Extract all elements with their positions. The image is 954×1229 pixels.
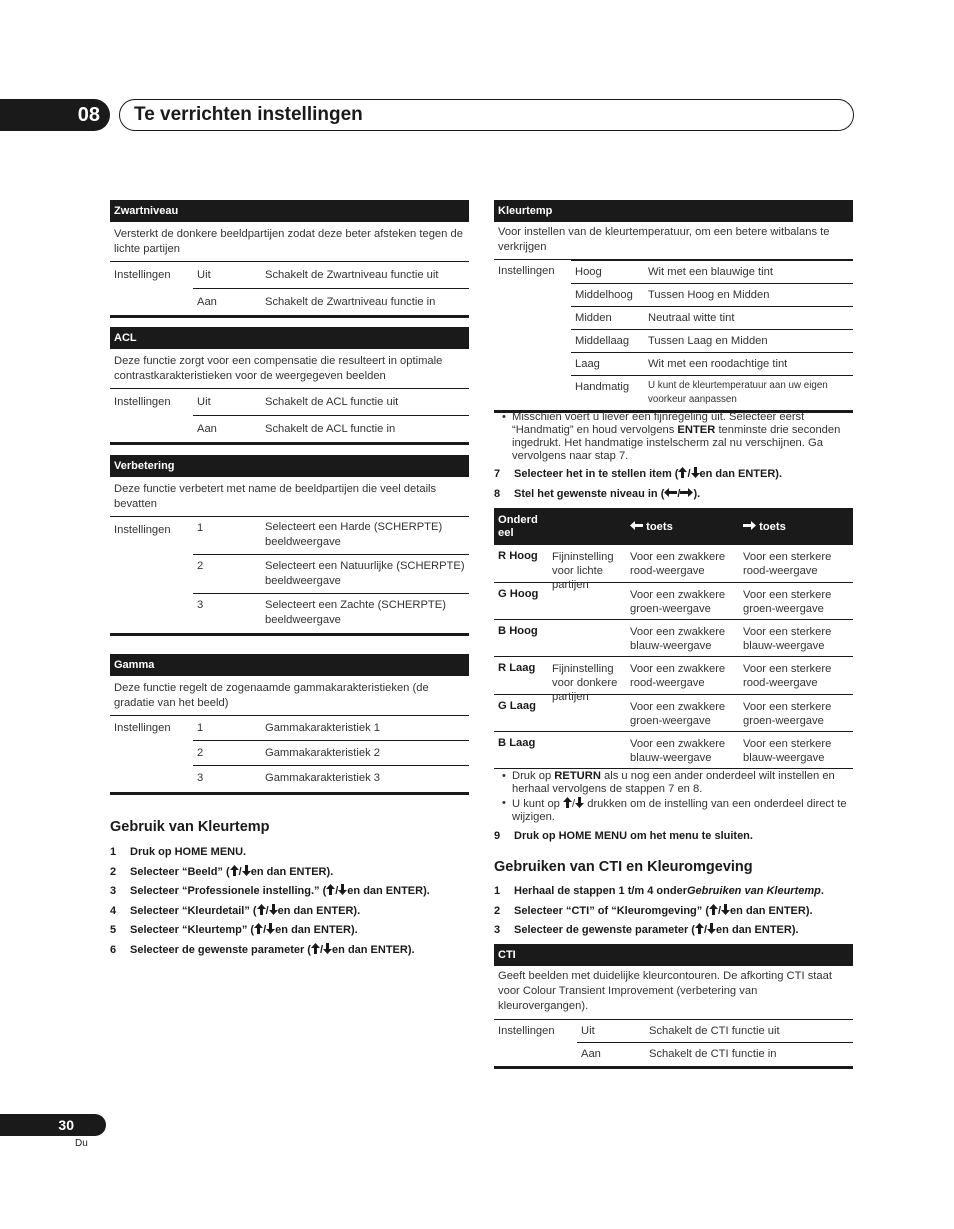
step-text: .: [820, 885, 824, 897]
settings-block: [110, 389, 469, 442]
table-end-rule: [110, 633, 469, 636]
table-row: [626, 694, 853, 731]
step-item: [494, 827, 854, 847]
increase-effect: Voor een sterkere rood-weergave: [743, 663, 832, 689]
steps-list: [494, 827, 854, 847]
step-item: [110, 863, 470, 883]
option-text: Gammakarakteristiek 2: [265, 747, 381, 759]
step-text: en dan ENTER).: [277, 904, 361, 917]
decrease-effect: Voor een zwakkere rood-weergave: [630, 551, 726, 577]
right-arrow-icon: [743, 521, 756, 533]
table-header: ACL: [110, 327, 469, 349]
increase-effect: Voor een sterkere blauw-weergave: [743, 626, 832, 652]
table-row: [193, 740, 469, 765]
bullet-item: • Druk op RETURN als u nog een ander onderdeel wilt instellen en herhaal vervolgens de stappen 7 en 8.: [502, 770, 835, 795]
up-down-arrow-icon: /: [678, 465, 699, 485]
option-text: Schakelt de CTI functie in: [649, 1048, 777, 1060]
settings-label: Instellingen: [498, 265, 555, 277]
option-value: Uit: [197, 396, 211, 408]
step-text: ).: [693, 487, 701, 500]
steps-list: [110, 843, 470, 961]
settings-label: Instellingen: [114, 396, 171, 408]
option-text: Gammakarakteristiek 1: [265, 722, 381, 734]
item-name: R Hoog: [498, 550, 538, 562]
step-number: 6: [110, 943, 117, 956]
chapter-number: 08: [0, 99, 110, 131]
step-number: 2: [110, 865, 117, 878]
step-number: 4: [110, 904, 117, 917]
step-number: 2: [494, 904, 501, 917]
step-number: 1: [110, 846, 117, 858]
table-header: [494, 508, 853, 545]
gamma-table: [110, 654, 469, 795]
table-row: [193, 593, 469, 633]
step-number: 8: [494, 487, 501, 500]
settings-block: [494, 1020, 853, 1066]
kleurtemp-rows: [571, 260, 853, 410]
item-name: G Laag: [498, 700, 536, 712]
step-reference: Gebruiken van Kleurtemp: [687, 885, 821, 897]
left-arrow-icon: [630, 521, 643, 533]
option-text: Gammakarakteristiek 3: [265, 772, 381, 784]
onderdeel-table: [494, 508, 853, 769]
table-end-rule: [110, 442, 469, 445]
step-text: Selecteer “Kleurtemp” (: [130, 924, 255, 937]
step-text: en dan ENTER).: [332, 943, 415, 956]
increase-effect: Voor een sterkere groen-weergave: [743, 589, 832, 615]
option-value: Uit: [581, 1025, 595, 1037]
option-text: Tussen Laag en Midden: [648, 335, 768, 347]
decrease-effect: Voor een zwakkere rood-weergave: [630, 663, 726, 689]
step-item: [494, 465, 854, 485]
up-down-arrow-icon: /: [326, 882, 347, 902]
option-text: Wit met een blauwige tint: [648, 266, 773, 278]
table-description: Deze functie regelt de zogenaamde gammakarakteristieken (de gradatie van het beeld): [110, 676, 469, 716]
step-text: en dan ENTER).: [716, 924, 799, 937]
up-down-arrow-icon: /: [254, 921, 275, 941]
decrease-effect: Voor een zwakkere blauw-weergave: [630, 738, 726, 764]
table-row: [626, 619, 853, 656]
settings-label: Instellingen: [114, 524, 171, 536]
table-row: [577, 1020, 853, 1042]
verbetering-table: [110, 455, 469, 636]
steps-list: [494, 465, 854, 504]
step-number: 5: [110, 924, 117, 937]
section-title: Gebruik van Kleurtemp: [110, 819, 270, 835]
step-text: en dan ENTER).: [730, 904, 813, 917]
table-description: Deze functie zorgt voor een compensatie die resulteert in optimale contrastkarakteristieken voor de weergegeven beelden: [110, 349, 469, 389]
table-row: [626, 657, 853, 694]
option-value: 2: [197, 747, 204, 759]
settings-block: [110, 517, 469, 633]
column-header-text: Onderd eel: [498, 513, 538, 539]
settings-label: Instellingen: [114, 722, 171, 734]
option-value: 3: [197, 599, 204, 611]
step-item: [494, 882, 854, 902]
bullet-item: • U kunt op / drukken om de instelling van een onderdeel direct te wijzigen.: [502, 797, 847, 823]
bullet-text: tenminste drie seconden ingedrukt. Het handmatige instelscherm zal nu verschijnen. Ga vervolgens naar stap 7.: [512, 424, 841, 462]
table-row: [494, 731, 626, 768]
page-number: 30: [0, 1114, 106, 1136]
option-text: Selecteert een Harde (SCHERPTE) beeldweergave: [265, 521, 443, 548]
up-down-arrow-icon: /: [230, 863, 251, 883]
table-row: [626, 731, 853, 768]
bullet-text: Druk op: [512, 770, 555, 782]
option-text: Schakelt de ACL functie uit: [265, 396, 399, 408]
step-item: [110, 882, 470, 902]
increase-effect: Voor een sterkere rood-weergave: [743, 551, 832, 577]
up-down-arrow-icon: /: [311, 941, 332, 961]
table-description: Deze functie verbetert met name de beeldpartijen die veel details bevatten: [110, 477, 469, 517]
bullet-text: U kunt op: [512, 798, 563, 810]
option-value: Aan: [581, 1048, 601, 1060]
group-description: Fijninstelling voor lichte partijen: [552, 551, 614, 591]
settings-block: [110, 262, 469, 315]
table-row: [571, 306, 853, 329]
option-text: Wit met een roodachtige tint: [648, 358, 788, 370]
table-row: [571, 352, 853, 375]
option-value: Aan: [197, 423, 217, 435]
item-name: G Hoog: [498, 588, 539, 600]
up-down-arrow-icon: /: [695, 921, 716, 941]
table-row: [626, 582, 853, 619]
table-row: [193, 389, 469, 415]
option-text: Selecteert een Natuurlijke (SCHERPTE) beeldweergave: [265, 560, 465, 587]
option-text: Selecteert een Zachte (SCHERPTE) beeldweergave: [265, 599, 446, 626]
onderdeel-body: [494, 545, 853, 769]
increase-effect: Voor een sterkere groen-weergave: [743, 701, 832, 727]
item-name: B Hoog: [498, 625, 538, 637]
step-item: [110, 921, 470, 941]
table-row: [193, 716, 469, 740]
table-row: [193, 554, 469, 593]
step-text: Druk op HOME MENU om het menu te sluiten.: [514, 830, 753, 842]
settings-label: Instellingen: [114, 269, 171, 281]
onderdeel-group: [494, 657, 853, 769]
step-item: [110, 941, 470, 961]
option-value: Handmatig: [575, 381, 630, 393]
option-text: Schakelt de CTI functie uit: [649, 1025, 780, 1037]
table-row: [193, 262, 469, 288]
settings-block: [494, 260, 853, 410]
section-title: Gebruiken van CTI en Kleuromgeving: [494, 859, 753, 875]
column-header: [743, 521, 853, 533]
option-text: U kunt de kleurtemperatuur aan uw eigen voorkeur aanpassen: [648, 380, 828, 405]
table-row: [571, 283, 853, 306]
table-row: [571, 375, 853, 410]
step-text: Selecteer “Kleurdetail” (: [130, 904, 257, 917]
option-value: 1: [197, 522, 204, 534]
table-header: Gamma: [110, 654, 469, 676]
option-text: Neutraal witte tint: [648, 312, 735, 324]
option-text: Schakelt de Zwartniveau functie in: [265, 296, 436, 308]
up-down-arrow-icon: /: [257, 902, 278, 922]
table-header: Verbetering: [110, 455, 469, 477]
settings-label: Instellingen: [498, 1025, 555, 1037]
step-item: [110, 902, 470, 922]
step-item: [494, 921, 854, 941]
increase-effect: Voor een sterkere blauw-weergave: [743, 738, 832, 764]
cti-table: [494, 944, 853, 1069]
bullet-text: drukken om de instelling van een onderdeel direct te wijzigen.: [512, 798, 847, 823]
option-value: Uit: [197, 269, 211, 281]
bullet-list: [500, 770, 853, 825]
step-text: en dan ENTER).: [275, 924, 358, 937]
step-number: 9: [494, 830, 501, 842]
option-value: 3: [197, 772, 204, 784]
up-down-arrow-icon: /: [563, 798, 584, 810]
item-name: R Laag: [498, 662, 536, 674]
step-text: en dan ENTER).: [347, 885, 430, 898]
column-header: [494, 514, 630, 540]
decrease-effect: Voor een zwakkere groen-weergave: [630, 589, 726, 615]
step-text: en dan ENTER).: [250, 865, 334, 878]
table-end-rule: [110, 315, 469, 318]
table-description: Geeft beelden met duidelijke kleurcontouren. De afkorting CTI staat voor Colour Transient Improvement (verbetering van kleurovergangen).: [494, 966, 853, 1020]
table-header: CTI: [494, 944, 853, 966]
table-row: [193, 288, 469, 315]
step-text: Stel het gewenste niveau in (: [514, 487, 665, 500]
option-value: 1: [197, 722, 204, 734]
table-row: [193, 415, 469, 442]
option-value: 2: [197, 560, 204, 572]
table-row: [577, 1042, 853, 1066]
page-title: Te verrichten instellingen: [119, 99, 854, 131]
step-text: Selecteer “CTI” of “Kleuromgeving” (: [514, 904, 709, 917]
table-row: [193, 517, 469, 554]
step-item: [494, 485, 854, 505]
table-header: Zwartniveau: [110, 200, 469, 222]
table-header: Kleurtemp: [494, 200, 853, 222]
table-row: [494, 619, 626, 656]
group-description: Fijninstelling voor donkere partijen: [552, 663, 618, 703]
column-header: [630, 521, 743, 533]
step-number: 1: [494, 885, 501, 897]
option-value: Midden: [575, 312, 612, 324]
bullet-bold: ENTER: [677, 424, 716, 436]
decrease-effect: Voor een zwakkere blauw-weergave: [630, 626, 726, 652]
option-value: Hoog: [575, 266, 602, 278]
option-value: Middelhoog: [575, 289, 633, 301]
step-text: Selecteer “Professionele instelling.” (: [130, 885, 327, 898]
table-row: [193, 765, 469, 792]
option-text: Schakelt de ACL functie in: [265, 423, 396, 435]
bullet-item: • Misschien voert u liever een fijnregeling uit. Selecteer eerst “Handmatig” en houd vervolgens ENTER tenminste drie seconden ingedrukt. Het handmatige instelscherm zal nu verschijnen. Ga vervolgens naar stap 7.: [502, 411, 841, 462]
step-text: Selecteer de gewenste parameter (: [130, 943, 311, 956]
bullet-bold: RETURN: [554, 770, 601, 782]
table-description: Voor instellen van de kleurtemperatuur, om een betere witbalans te verkrijgen: [494, 222, 853, 260]
table-end-rule: [494, 1066, 853, 1069]
bullet-list: [500, 411, 853, 464]
decrease-effect: Voor een zwakkere groen-weergave: [630, 701, 726, 727]
steps-list: [494, 882, 854, 941]
option-value: Middellaag: [575, 335, 630, 347]
option-value: Laag: [575, 358, 600, 370]
column-header-text: toets: [759, 520, 786, 533]
step-number: 3: [494, 924, 501, 937]
settings-block: [110, 716, 469, 792]
table-description: Versterkt de donkere beeldpartijen zodat deze beter afsteken tegen de lichte partijen: [110, 222, 469, 262]
step-text: Herhaal de stappen 1 t/m 4 onder: [514, 885, 687, 897]
bullet-text: als u nog een ander onderdeel wilt instellen en herhaal vervolgens de stappen 7 en 8.: [512, 770, 835, 795]
step-number: 7: [494, 468, 501, 480]
step-number: 3: [110, 885, 117, 898]
table-row: [626, 545, 853, 582]
onderdeel-group: [494, 545, 853, 657]
acl-table: [110, 327, 469, 445]
zwartniveau-table: [110, 200, 469, 318]
left-right-arrow-icon: /: [664, 485, 693, 505]
option-text: Schakelt de Zwartniveau functie uit: [265, 269, 439, 281]
table-end-rule: [110, 792, 469, 795]
option-value: Aan: [197, 296, 217, 308]
step-text: en dan ENTER).: [699, 468, 783, 480]
step-text: Druk op HOME MENU.: [130, 846, 247, 858]
step-text: Selecteer de gewenste parameter (: [514, 924, 695, 937]
language-code: Du: [75, 1138, 88, 1149]
bullet-text: Misschien voert u liever een fijnregeling uit. Selecteer eerst “Handmatig” en houd vervolgens: [512, 411, 805, 436]
option-text: Tussen Hoog en Midden: [648, 289, 770, 301]
item-name: B Laag: [498, 737, 536, 749]
table-row: [571, 329, 853, 352]
column-header-text: toets: [646, 520, 673, 533]
step-text: Selecteer “Beeld” (: [130, 865, 230, 878]
step-item: [494, 902, 854, 922]
up-down-arrow-icon: /: [709, 902, 730, 922]
kleurtemp-table: [494, 200, 853, 413]
step-item: [110, 843, 470, 863]
table-row: [571, 260, 853, 283]
step-text: Selecteer het in te stellen item (: [514, 468, 679, 480]
